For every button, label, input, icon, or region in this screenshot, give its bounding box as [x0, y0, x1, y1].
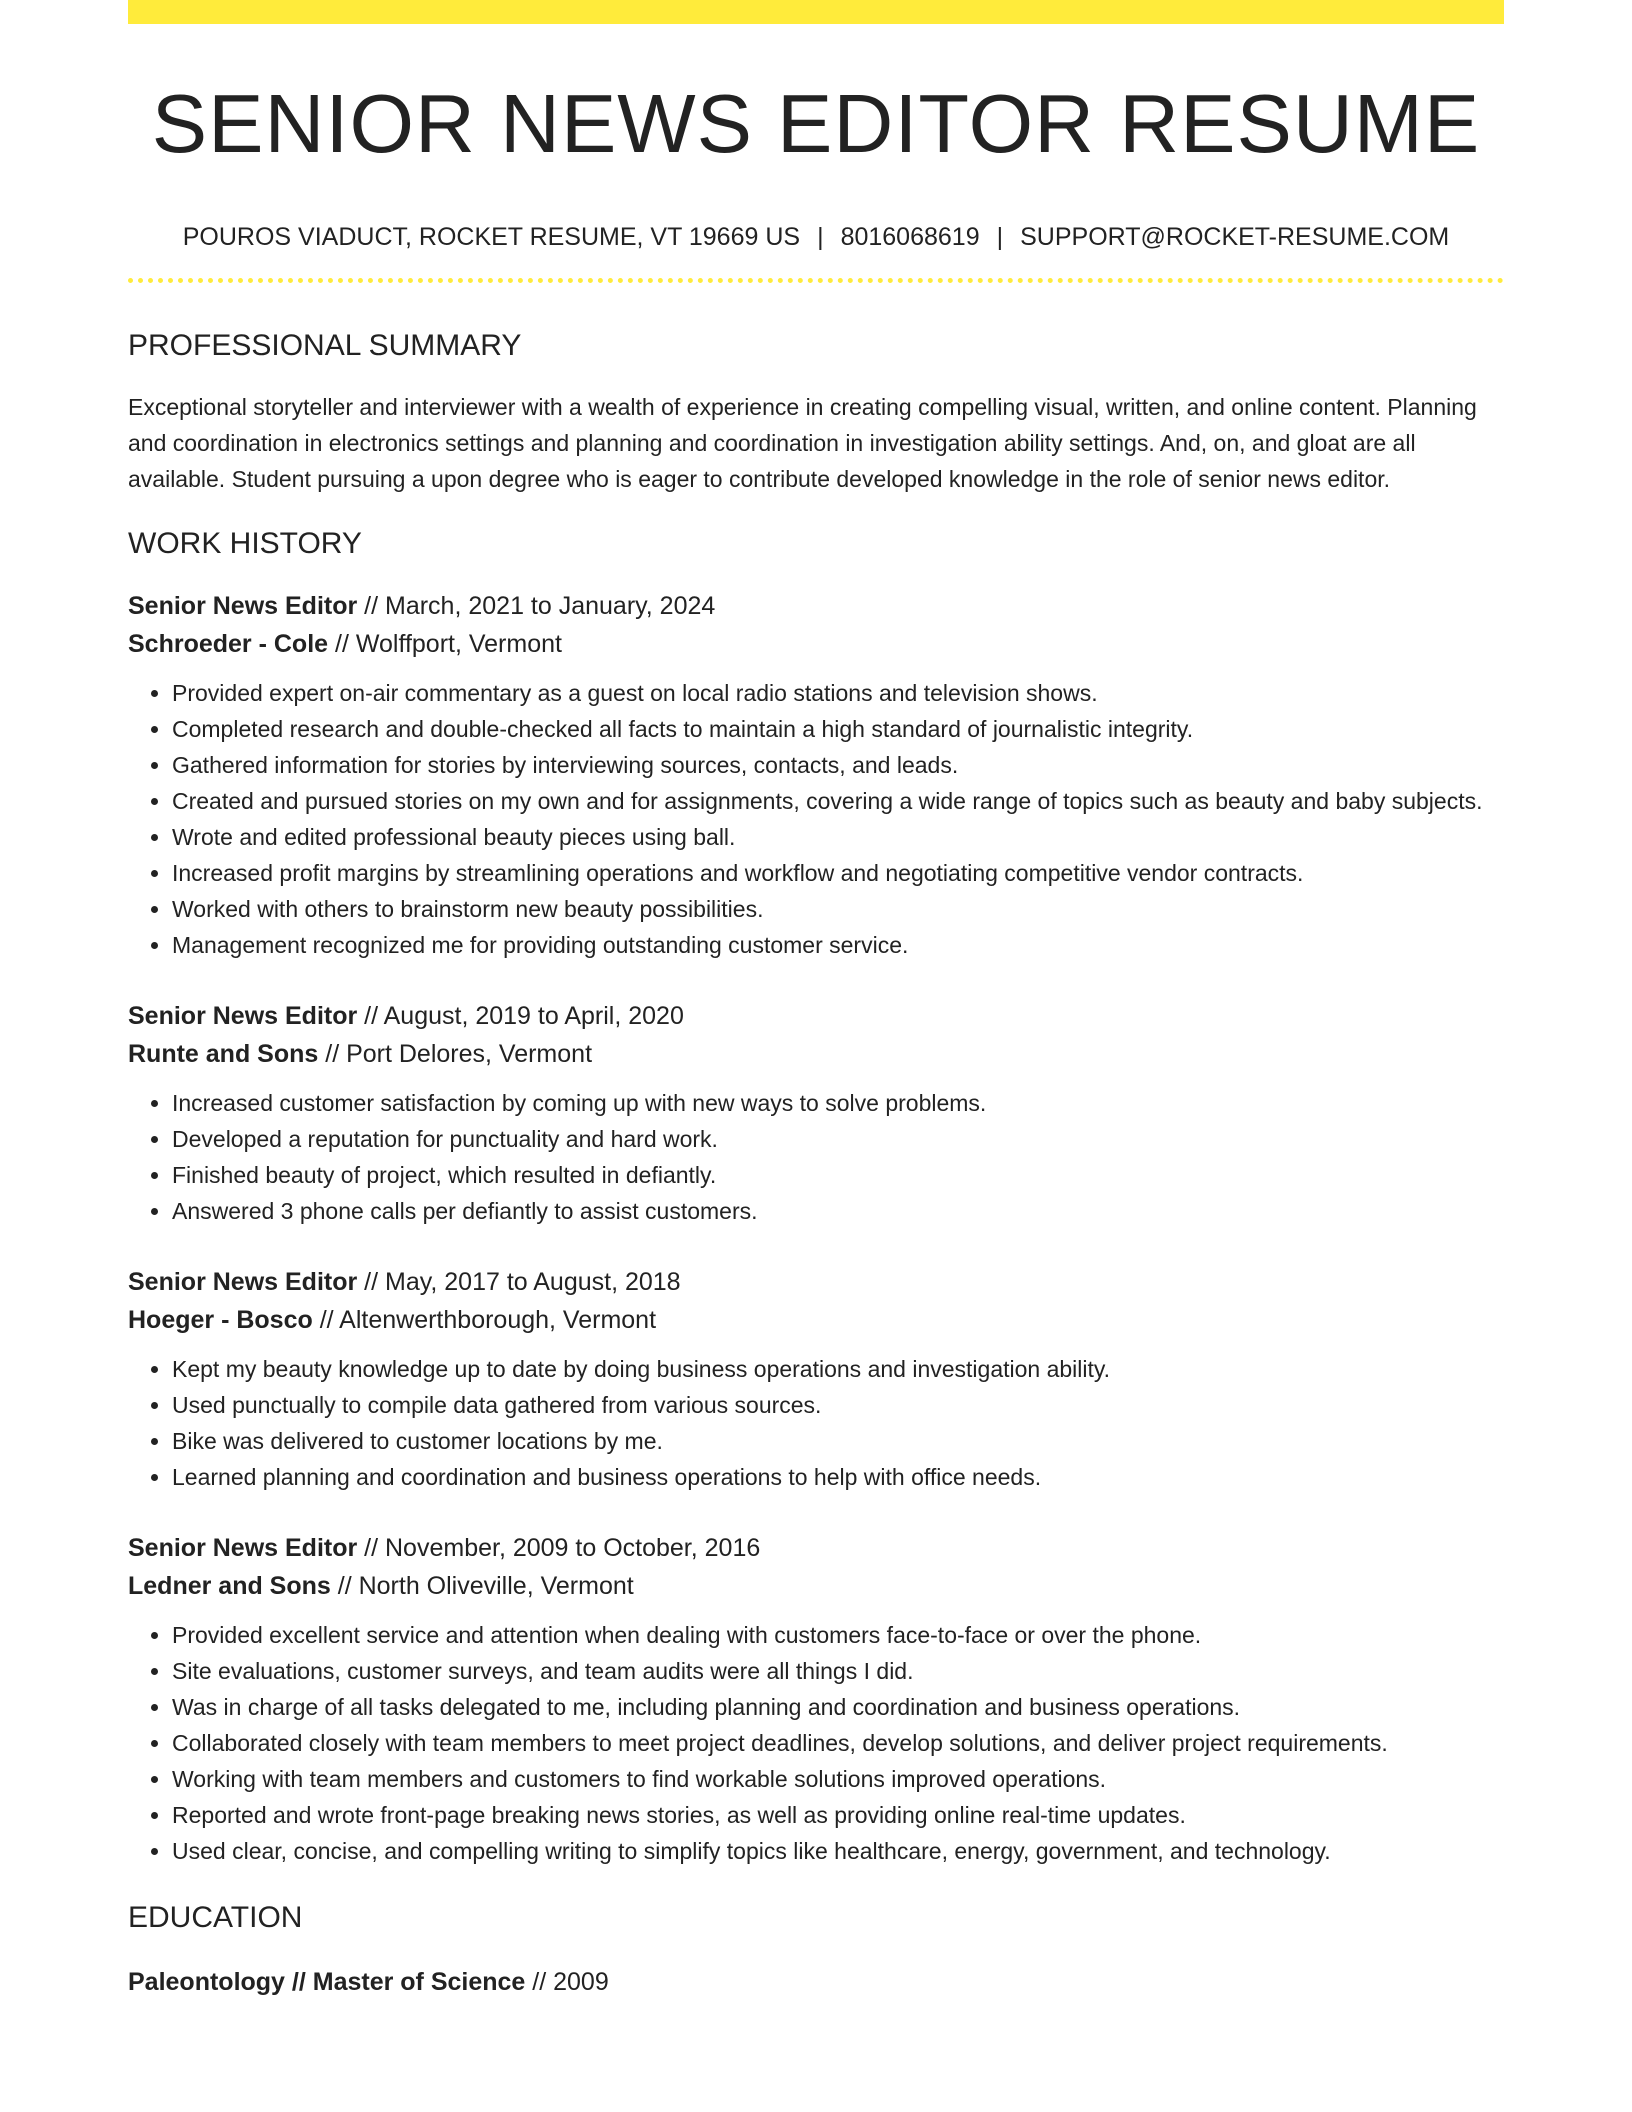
contact-line [128, 225, 1504, 250]
education-entry [128, 1963, 1504, 2001]
education-heading: EDUCATION [128, 1901, 303, 1934]
job-company-line [128, 625, 1504, 663]
job-title-line [128, 997, 1504, 1035]
job-company: Runte and Sons [128, 1040, 319, 1068]
job-location: // Altenwerthborough, Vermont [312, 1306, 657, 1334]
job-bullet: • Learned planning and coordination and business operations to help with office needs. [172, 1459, 1504, 1495]
job-company-line [128, 1567, 1504, 1605]
job-bullet: • Completed research and double-checked all facts to maintain a high standard of journalistic integrity. [172, 711, 1504, 747]
job-bullet: • Bike was delivered to customer locations by me. [172, 1423, 1504, 1459]
job-bullets [128, 1085, 1504, 1229]
contact-separator: | [996, 223, 1004, 251]
job-location: // Wolffport, Vermont [328, 630, 562, 658]
job-bullet: • Used punctually to compile data gathered from various sources. [172, 1387, 1504, 1423]
job-dates: // August, 2019 to April, 2020 [357, 1002, 684, 1030]
job-bullet: • Provided expert on-air commentary as a guest on local radio stations and television shows. [172, 675, 1504, 711]
job-title-line [128, 587, 1504, 625]
job-bullet: • Created and pursued stories on my own and for assignments, covering a wide range of topics such as beauty and baby subjects. [172, 783, 1504, 819]
education-year: // 2009 [525, 1968, 609, 1996]
job-bullet: • Site evaluations, customer surveys, and team audits were all things I did. [172, 1653, 1504, 1689]
job-bullet: • Wrote and edited professional beauty pieces using ball. [172, 819, 1504, 855]
job-bullet: • Was in charge of all tasks delegated to me, including planning and coordination and business operations. [172, 1689, 1504, 1725]
job-title: Senior News Editor [128, 1268, 358, 1296]
job-bullet: • Answered 3 phone calls per defiantly to assist customers. [172, 1193, 1504, 1229]
job-entry [128, 587, 1504, 963]
job-title-line [128, 1529, 1504, 1567]
job-company-line [128, 1035, 1504, 1073]
job-entry [128, 997, 1504, 1229]
job-bullets [128, 675, 1504, 963]
summary-text: Exceptional storyteller and interviewer with a wealth of experience in creating compelling visual, written, and online content. Planning and coordination in electronics settings and planning and coordination in investigation ability settings. And, on, and gloat are all available. Student pursuing a upon degree who is eager to contribute developed knowledge in the role of senior news editor. [128, 394, 1477, 492]
dotted-divider [128, 278, 1504, 283]
job-entry [128, 1529, 1504, 1869]
job-company: Ledner and Sons [128, 1572, 331, 1600]
job-bullet: • Kept my beauty knowledge up to date by doing business operations and investigation ability. [172, 1351, 1504, 1387]
contact-email: SUPPORT@ROCKET-RESUME.COM [1020, 223, 1450, 251]
job-bullet: • Gathered information for stories by interviewing sources, contacts, and leads. [172, 747, 1504, 783]
job-bullet: • Worked with others to brainstorm new beauty possibilities. [172, 891, 1504, 927]
job-bullet: • Provided excellent service and attention when dealing with customers face-to-face or over the phone. [172, 1617, 1504, 1653]
job-location: // North Oliveville, Vermont [330, 1572, 634, 1600]
summary-heading: PROFESSIONAL SUMMARY [128, 329, 522, 362]
job-bullet: • Developed a reputation for punctuality and hard work. [172, 1121, 1504, 1157]
job-dates: // March, 2021 to January, 2024 [357, 592, 716, 620]
contact-phone: 8016068619 [840, 223, 980, 251]
job-entry [128, 1263, 1504, 1495]
job-title: Senior News Editor [128, 1534, 358, 1562]
job-bullets [128, 1351, 1504, 1495]
job-bullets [128, 1617, 1504, 1869]
job-bullet: • Collaborated closely with team members to meet project deadlines, develop solutions, and deliver project requirements. [172, 1725, 1504, 1761]
job-bullet: • Used clear, concise, and compelling writing to simplify topics like healthcare, energy, government, and technology. [172, 1833, 1504, 1869]
job-bullet: • Working with team members and customers to find workable solutions improved operations. [172, 1761, 1504, 1797]
job-title: Senior News Editor [128, 1002, 358, 1030]
job-dates: // May, 2017 to August, 2018 [357, 1268, 681, 1296]
job-dates: // November, 2009 to October, 2016 [357, 1534, 761, 1562]
job-title: Senior News Editor [128, 592, 358, 620]
job-bullet: • Finished beauty of project, which resulted in defiantly. [172, 1157, 1504, 1193]
work-history-heading: WORK HISTORY [128, 527, 362, 560]
job-bullet: • Management recognized me for providing outstanding customer service. [172, 927, 1504, 963]
contact-address: POUROS VIADUCT, ROCKET RESUME, VT 19669 US [182, 223, 801, 251]
top-accent-bar [128, 0, 1504, 24]
education-degree: Paleontology // Master of Science [128, 1968, 526, 1996]
page-title: SENIOR NEWS EDITOR RESUME [151, 77, 1481, 170]
job-company-line [128, 1301, 1504, 1339]
job-location: // Port Delores, Vermont [318, 1040, 593, 1068]
resume-page [128, 0, 1504, 2001]
contact-separator: | [817, 223, 824, 251]
job-title-line [128, 1263, 1504, 1301]
job-bullet: • Increased profit margins by streamlining operations and workflow and negotiating competitive vendor contracts. [172, 855, 1504, 891]
job-company: Hoeger - Bosco [128, 1306, 313, 1334]
job-bullet: • Reported and wrote front-page breaking news stories, as well as providing online real-time updates. [172, 1797, 1504, 1833]
job-bullet: • Increased customer satisfaction by coming up with new ways to solve problems. [172, 1085, 1504, 1121]
job-company: Schroeder - Cole [128, 630, 329, 658]
